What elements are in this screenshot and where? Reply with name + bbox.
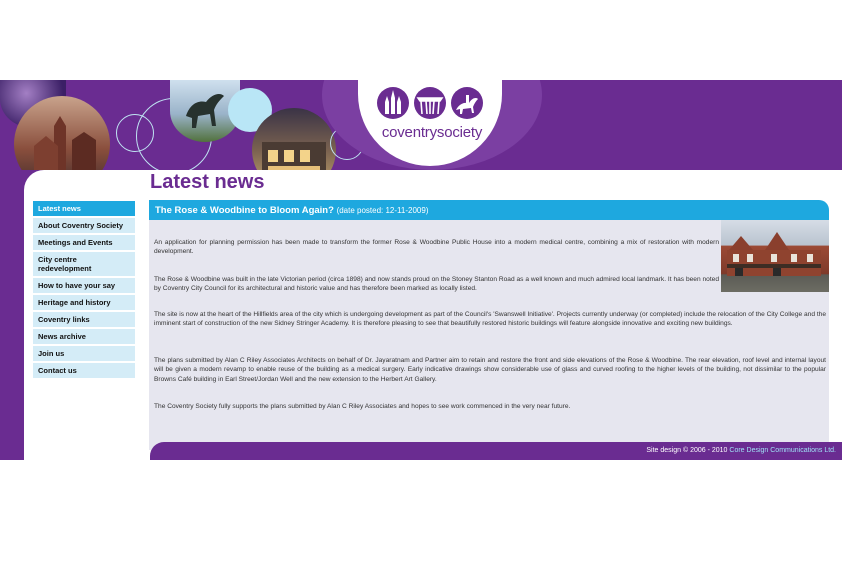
footer-designer-link[interactable]: Core Design Communications Ltd. bbox=[729, 447, 836, 454]
article-paragraph: The site is now at the heart of the Hillfields area of the city which is undergoing development as part of the Council's 'Swanswell Initiative'. Projects currently underway (or completed) include the relocation of the City College and the imminent start of construction of the new Sidney Stringer Academy. It is therefore pleasing to see that beautifully restored historic buildings will feature alongside innovative and exciting new buildings. bbox=[154, 311, 826, 328]
sidebar-item-news-archive[interactable]: News archive bbox=[33, 329, 135, 344]
article-paragraph: The Coventry Society fully supports the plans submitted by Alan C Riley Associates and hopes to see work commenced in the very near future. bbox=[154, 403, 571, 410]
footer-credit: Site design © 2006 - 2010 bbox=[646, 447, 728, 454]
article-body bbox=[149, 220, 829, 450]
sidebar-nav bbox=[33, 201, 135, 380]
sidebar-item-latest-news[interactable]: Latest news bbox=[33, 201, 135, 216]
rose-woodbine-photo bbox=[721, 220, 829, 292]
sidebar-item-links[interactable]: Coventry links bbox=[33, 312, 135, 327]
article-date: (date posted: 12-11-2009) bbox=[336, 206, 429, 215]
sidebar-item-join[interactable]: Join us bbox=[33, 346, 135, 361]
sidebar-item-about[interactable]: About Coventry Society bbox=[33, 218, 135, 233]
page-title: Latest news bbox=[150, 171, 265, 193]
left-accent-strip bbox=[0, 170, 24, 460]
sidebar-item-contact[interactable]: Contact us bbox=[33, 363, 135, 378]
sidebar-item-heritage[interactable]: Heritage and history bbox=[33, 295, 135, 310]
sidebar-item-meetings-events[interactable]: Meetings and Events bbox=[33, 235, 135, 250]
coventry-society-emblems bbox=[376, 86, 484, 120]
article-header bbox=[149, 200, 829, 220]
sidebar-item-city-centre[interactable]: City centre redevelopment bbox=[33, 252, 135, 276]
site-header bbox=[0, 80, 842, 170]
site-logo-text[interactable]: coventrysociety bbox=[381, 124, 483, 141]
article-paragraph: The plans submitted by Alan C Riley Associates Architects on behalf of Dr. Jayaratnam and Partner aim to retain and restore the front and side elevations of the Rose & Woodbine. The rear elevation, roof level and internal layout will be given a modern revamp to enable reuse of the building as a medical surgery. Early indicative drawings show considerable use of glass and curved roofing to the higher levels of the building, not dissimilar to the popular Browns Café building in Earl Street/Jordan Well and the new extension to the Herbert Art Gallery. bbox=[154, 357, 826, 383]
sidebar-item-have-your-say[interactable]: How to have your say bbox=[33, 278, 135, 293]
article-title: The Rose & Woodbine to Bloom Again? bbox=[155, 205, 334, 216]
site-footer bbox=[150, 442, 842, 460]
article-paragraph: The Rose & Woodbine was built in the late Victorian period (circa 1898) and now stands proud on the Stoney Stanton Road as a well known and much admired local landmark. It has been noted by Coventry City Council for its architectural and historic value and has therefore been marked as locally listed. bbox=[154, 276, 719, 293]
article-paragraph: An application for planning permission has been made to transform the former Rose & Woodbine Public House into a modern medical centre, combining a mix of restoration with modern development. bbox=[154, 239, 719, 256]
site-frame bbox=[0, 80, 842, 460]
